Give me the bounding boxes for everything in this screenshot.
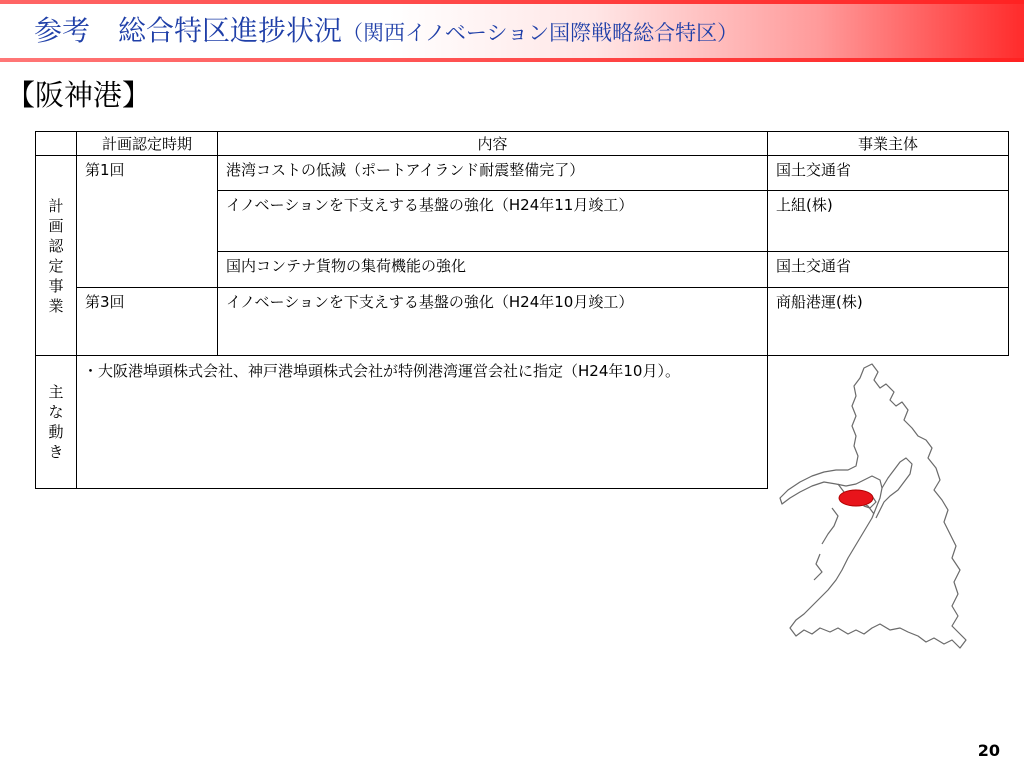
- movements-text: ・大阪港埠頭株式会社、神戸港埠頭株式会社が特例港湾運営会社に指定（H24年10月）。: [83, 362, 680, 380]
- prefecture-border: [780, 364, 966, 648]
- row-group-label-cell: [36, 156, 77, 356]
- slide-title-main: 参考 総合特区進捗状況: [34, 14, 343, 47]
- content-cell: [218, 156, 768, 191]
- movements-label-cell: [36, 356, 77, 489]
- entity-text: 上組(株): [776, 196, 833, 214]
- table-row: [36, 288, 1009, 356]
- column-header-entity: 事業主体: [768, 132, 1009, 156]
- row-group-label: 計画認定事業: [48, 196, 64, 315]
- content-text: イノベーションを下支えする基盤の強化（H24年10月竣工）: [226, 293, 634, 311]
- entity-cell: [768, 156, 1009, 191]
- map-outline: [780, 364, 966, 648]
- entity-text: 国土交通省: [776, 161, 852, 179]
- content-text: 国内コンテナ貨物の集荷機能の強化: [226, 257, 467, 275]
- content-cell: [218, 288, 768, 356]
- page-number: 20: [977, 741, 1000, 760]
- entity-cell: [768, 191, 1009, 252]
- content-cell: [218, 191, 768, 252]
- slide-title-sub: （関西イノベーション国際戦略総合特区）: [342, 21, 739, 45]
- entity-text: 商船港運(株): [776, 293, 863, 311]
- content-text: 港湾コストの低減（ポートアイランド耐震整備完了）: [226, 161, 585, 179]
- table-row: [36, 156, 1009, 191]
- content-text: イノベーションを下支えする基盤の強化（H24年11月竣工）: [226, 196, 634, 214]
- entity-cell: [768, 288, 1009, 356]
- osaka-map: [776, 358, 996, 658]
- period-cell: [77, 156, 218, 288]
- period-cell: [77, 288, 218, 356]
- entity-cell: [768, 252, 1009, 288]
- table-header-row: [36, 132, 1009, 156]
- header-empty-cell: [36, 132, 77, 156]
- period-text: 第1回: [85, 161, 125, 179]
- movements-cell: [77, 356, 768, 489]
- column-header-period: 計画認定時期: [77, 132, 218, 156]
- title-bar: [0, 0, 1024, 62]
- slide-title: [34, 13, 738, 49]
- movements-note: [77, 356, 767, 386]
- content-cell: [218, 252, 768, 288]
- column-header-content: 内容: [218, 132, 768, 156]
- entity-text: 国土交通省: [776, 257, 852, 275]
- movements-label: 主な動き: [48, 383, 64, 461]
- section-heading: 【阪神港】: [6, 78, 152, 112]
- period-text: 第3回: [85, 293, 125, 311]
- port-marker: [839, 490, 873, 506]
